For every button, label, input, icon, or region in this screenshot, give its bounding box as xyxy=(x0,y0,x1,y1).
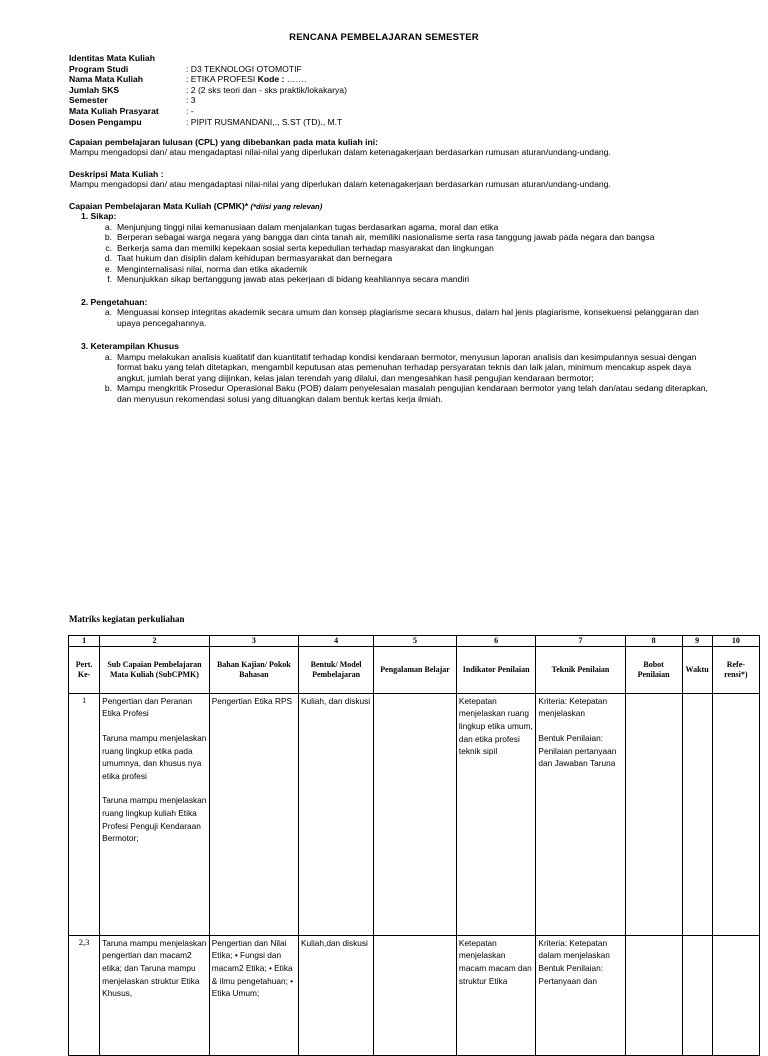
cell-paragraph: Taruna mampu menjelaskan ruang lingkup etika pada umumnya, dan khusus nya etika profesi xyxy=(102,732,207,781)
identitas-value: : 3 xyxy=(186,95,196,106)
column-number: 6 xyxy=(456,636,536,647)
cell-paragraph: Bentuk Penilaian: Penilaian pertanyaan dan Jawaban Taruna xyxy=(538,732,617,769)
list-marker: a. xyxy=(104,351,112,362)
column-header: Sub Capaian Pembelajaran Mata Kuliah (SubCPMK) xyxy=(100,646,210,693)
identitas-label: Mata Kuliah Prasyarat xyxy=(69,105,159,116)
cell-paragraph: Taruna mampu menjelaskan ruang lingkup kuliah Etika Profesi Penguji Kendaraan Bermotor; xyxy=(102,795,207,844)
list-marker: a. xyxy=(104,307,112,318)
cpmk-list-item xyxy=(81,243,708,253)
cell-paragraph: Kriteria: Ketepatan menjelaskan xyxy=(538,695,608,719)
column-header: Bobot Penilaian xyxy=(625,646,682,693)
identitas-label: Program Studi xyxy=(69,63,129,74)
list-marker: d. xyxy=(104,253,112,264)
column-number: 4 xyxy=(298,636,373,647)
column-header: Waktu xyxy=(682,646,712,693)
waktu-cell xyxy=(682,935,712,1055)
bahan-kajian-cell: Pengertian Etika RPS xyxy=(209,693,298,935)
pengetahuan-group xyxy=(81,297,708,328)
cpl-heading: Capaian pembelajaran lulusan (CPL) yang dibebankan pada mata kuliah ini: xyxy=(69,137,378,147)
identitas-value xyxy=(186,74,306,85)
column-header: Pert. Ke- xyxy=(69,646,100,693)
identitas-row xyxy=(69,85,347,96)
column-header: Pengalaman Belajar xyxy=(374,646,457,693)
cpmk-note: (*diisi yang relevan) xyxy=(250,202,323,211)
cpmk-section xyxy=(69,201,708,404)
identitas-row xyxy=(69,95,347,106)
cpmk-list-item xyxy=(81,352,708,383)
list-item-text: Berkerja sama dan memilki kepekaan sosial serta kepedulian terhadap masyarakat dan lingkungan xyxy=(117,242,494,253)
cpmk-heading: Capaian Pembelajaran Mata Kuliah (CPMK)* xyxy=(69,201,249,211)
pengetahuan-heading: 2. Pengetahuan: xyxy=(81,296,148,307)
list-marker: b. xyxy=(104,383,112,394)
column-header: Indikator Penilaian xyxy=(456,646,536,693)
identitas-heading: Identitas Mata Kuliah xyxy=(69,53,155,63)
sikap-group xyxy=(81,211,708,284)
column-number: 7 xyxy=(536,636,625,647)
indikator-cell: Ketepatan menjelaskan ruang lingkup etika umum, dan etika profesi teknik sipil xyxy=(456,693,536,935)
cell-paragraph: Pengertian dan Peranan Etika Profesi xyxy=(102,695,193,719)
list-marker: b. xyxy=(104,232,112,243)
matrix-title: Matriks kegiatan perkuliahan xyxy=(69,614,185,624)
deskripsi-text: Mampu mengadopsi dan/ atau mengadaptasi nilai-nilai yang diperlukan dalam ketenagakerjaan berdasarkan rumusan aturan/undang-undang. xyxy=(70,179,611,190)
identitas-row xyxy=(69,64,347,75)
column-header: Bahan Kajian/ Pokok Bahasan xyxy=(209,646,298,693)
identitas-label: Jumlah SKS xyxy=(69,84,120,95)
kode-label: Kode : xyxy=(257,74,285,85)
identitas-value: : - xyxy=(186,105,194,116)
teknik-cell xyxy=(536,693,625,935)
subcpmk-cell xyxy=(100,693,210,935)
list-marker: f. xyxy=(107,274,112,285)
sikap-list xyxy=(81,222,708,285)
column-number: 3 xyxy=(209,636,298,647)
referensi-cell xyxy=(712,693,759,935)
sikap-heading: 1. Sikap: xyxy=(81,211,117,222)
list-marker: e. xyxy=(104,263,112,274)
referensi-cell xyxy=(712,935,759,1055)
subcpmk-cell xyxy=(100,935,210,1055)
cpmk-list-item xyxy=(81,222,708,232)
cell-paragraph: Kriteria: Ketepatan dalam menjelaskan Bentuk Penilaian: Pertanyaan dan xyxy=(538,937,610,986)
teknik-cell xyxy=(536,935,625,1055)
deskripsi-heading: Deskripsi Mata Kuliah : xyxy=(69,169,164,179)
list-item-text: Menjunjung tinggi nilai kemanusiaan dalam menjalankan tugas berdasarkan agama, moral dan etika xyxy=(117,221,499,232)
column-number: 10 xyxy=(712,636,759,647)
cpmk-list-item xyxy=(81,307,708,328)
list-marker: a. xyxy=(104,221,112,232)
column-header: Bentuk/ Model Pembelajaran xyxy=(298,646,373,693)
matrix-table xyxy=(68,635,760,1056)
document-title: RENCANA PEMBELAJARAN SEMESTER xyxy=(289,32,479,43)
bentuk-cell: Kuliah,dan diskusi xyxy=(298,935,373,1055)
column-number: 1 xyxy=(69,636,100,647)
column-header: Teknik Penilaian xyxy=(536,646,625,693)
cpmk-list-item xyxy=(81,253,708,263)
column-number: 5 xyxy=(374,636,457,647)
identitas-label: Semester xyxy=(69,95,108,106)
column-header: Refe- rensi*) xyxy=(712,646,759,693)
table-row xyxy=(69,935,760,1055)
waktu-cell xyxy=(682,693,712,935)
kode-value: ……. xyxy=(284,74,307,85)
identitas-value: : PIPIT RUSMANDANI,., S.ST (TD)., M.T xyxy=(186,116,343,127)
identitas-row xyxy=(69,106,347,117)
list-item-text: Menginternalisasi nilai, norma dan etika akademik xyxy=(117,263,308,274)
pert-cell: 2,3 xyxy=(69,935,100,1055)
column-number: 2 xyxy=(100,636,210,647)
bahan-kajian-cell: Pengertian dan Nilai Etika; • Fungsi dan macam2 Etika; • Etika & ilmu pengetahuan; • Etika Umum; xyxy=(209,935,298,1055)
nama-mk-value: : ETIKA PROFESI xyxy=(186,74,258,85)
pengalaman-cell xyxy=(374,693,457,935)
pengetahuan-list xyxy=(81,307,708,328)
bobot-cell xyxy=(625,693,682,935)
list-item-text: Mampu melakukan analisis kualitatif dan kuantitatif terhadap kondisi kendaraan bermotor, menyusun laporan analisis dan kesimpulannya sesuai dengan format baku yang telah ditetapkan, mengambil keputusan atas pemenuhan terhadap persyaratan teknis dan laik jalan, minimum mencakup aspek daya angkut, jumlah berat yang diijinkan, kelas jalan terendah yang dilalui, dan mengesahkan hasil pengujian kendaraan bermotor; xyxy=(117,351,697,383)
deskripsi-section xyxy=(69,169,708,190)
cpl-section xyxy=(69,137,708,158)
list-item-text: Taat hukum dan disiplin dalam kehidupan bermasyarakat dan bernegara xyxy=(117,253,393,264)
matrix-header-row xyxy=(69,646,760,693)
list-item-text: Mampu mengkritik Prosedur Operasional Baku (POB) dalam penyelesaian masalah pengujian kendaraan bermotor yang telah dan/atau sedang diterapkan, dan menyusun rekomendasi solusi yang dituangkan dalam bentuk kertas kerja ilmiah. xyxy=(117,383,708,404)
keterampilan-list xyxy=(81,352,708,404)
cpmk-list-item xyxy=(81,274,708,284)
bobot-cell xyxy=(625,935,682,1055)
table-row xyxy=(69,693,760,935)
cell-paragraph: Taruna mampu menjelaskan pengertian dan macam2 etika; dan Taruna mampu menjelaskan struktur Etika Khusus, xyxy=(102,937,207,999)
column-number: 8 xyxy=(625,636,682,647)
identitas-label: Nama Mata Kuliah xyxy=(69,74,144,85)
cpmk-list-item xyxy=(81,232,708,242)
indikator-cell: Ketepatan menjelaskan macam macam dan struktur Etika xyxy=(456,935,536,1055)
pengalaman-cell xyxy=(374,935,457,1055)
identitas-label: Dosen Pengampu xyxy=(69,116,142,127)
column-number: 9 xyxy=(682,636,712,647)
keterampilan-heading: 3. Keterampilan Khusus xyxy=(81,341,179,352)
keterampilan-group xyxy=(81,341,708,404)
list-marker: c. xyxy=(105,242,112,253)
identitas-row xyxy=(69,74,347,85)
cpmk-list-item xyxy=(81,383,708,404)
list-item-text: Berperan sebagai warga negara yang bangga dan cinta tanah air, memiliki nasionalisme serta rasa tanggung jawab pada negara dan bangsa xyxy=(117,232,655,243)
cpmk-list-item xyxy=(81,264,708,274)
bentuk-cell: Kuliah, dan diskusi xyxy=(298,693,373,935)
cpl-text: Mampu mengadopsi dan/ atau mengadaptasi nilai-nilai yang diperlukan dalam ketenagakerjaan berdasarkan rumusan aturan/undang-undang. xyxy=(70,147,611,158)
matrix-number-row xyxy=(69,636,760,647)
pert-cell: 1 xyxy=(69,693,100,935)
identitas-block xyxy=(69,53,347,127)
identitas-value: : 2 (2 sks teori dan - sks praktik/lokakarya) xyxy=(186,84,347,95)
identitas-row xyxy=(69,117,347,128)
identitas-value: : D3 TEKNOLOGI OTOMOTIF xyxy=(186,63,302,74)
list-item-text: Menunjukkan sikap bertanggung jawab atas pekerjaan di bidang keahliannya secara mandiri xyxy=(117,274,470,285)
list-item-text: Menguasai konsep integritas akademik secara umum dan konsep plagiarisme secara khusus, dalam hal jenis plagiarisme, konsekuensi pelanggaran dan upaya pencegahannya. xyxy=(117,307,699,328)
